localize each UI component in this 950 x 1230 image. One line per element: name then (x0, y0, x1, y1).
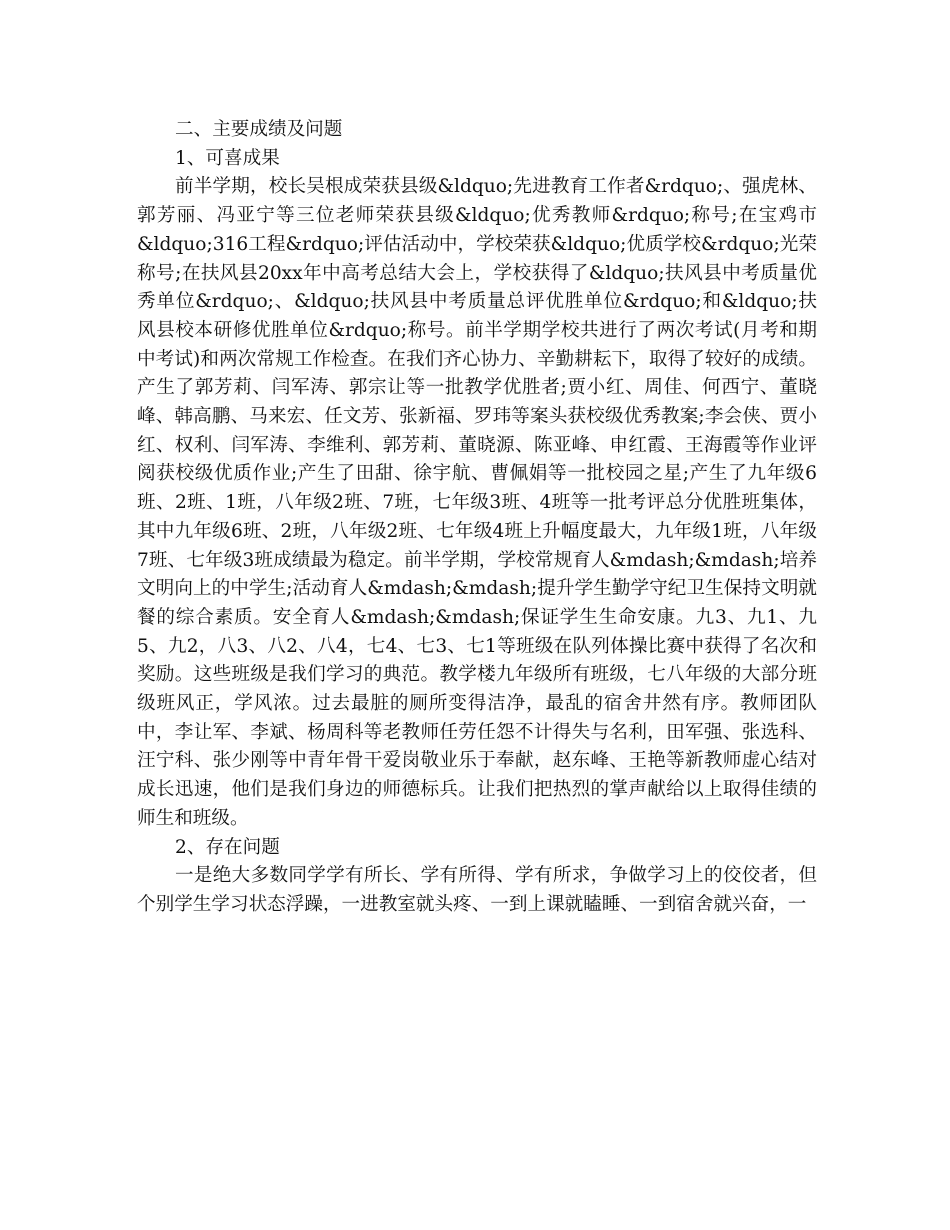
document-page (137, 116, 817, 920)
paragraph-problems: 一是绝大多数同学学有所长、学有所得、学有所求，争做学习上的佼佼者，但个别学生学习状态浮躁，一进教室就头疼、一到上课就瞌睡、一到宿舍就兴奋，一 (137, 865, 817, 915)
paragraph-achievements: 前半学期，校长吴根成荣获县级&ldquo;先进教育工作者&rdquo;、强虎林、郭芳丽、冯亚宁等三位老师荣获县级&ldquo;优秀教师&rdquo;称号;在宝鸡市&ldquo;316工程&rdquo;评估活动中，学校荣获&ldquo;优质学校&rdquo;光荣称号;在扶风县20xx年中高考总结大会上，学校获得了&ldquo;扶风县中考质量优秀单位&rdquo;、&ldquo;扶风县中考质量总评优胜单位&rdquo;和&ldquo;扶风县校本研修优胜单位&rdquo;称号。前半学期学校共进行了两次考试(月考和期中考试)和两次常规工作检查。在我们齐心协力、辛勤耕耘下，取得了较好的成绩。产生了郭芳莉、闫军涛、郭宗让等一批教学优胜者;贾小红、周佳、何西宁、董晓峰、韩高鹏、马来宏、任文芳、张新福、罗玮等案头获校级优秀教案;李会侠、贾小红、权利、闫军涛、李维利、郭芳莉、董晓源、陈亚峰、申红霞、王海霞等作业评阅获校级优质作业;产生了田甜、徐宇航、曹佩娟等一批校园之星;产生了九年级6班、2班、1班，八年级2班、7班，七年级3班、4班等一批考评总分优胜班集体，其中九年级6班、2班，八年级2班、七年级4班上升幅度最大，九年级1班，八年级7班、七年级3班成绩最为稳定。前半学期，学校常规育人&mdash;&mdash;培养文明向上的中学生;活动育人&mdash;&mdash;提升学生勤学守纪卫生保持文明就餐的综合素质。安全育人&mdash;&mdash;保证学生生命安康。九3、九1、九5、九2，八3、八2、八4，七4、七3、七1等班级在队列体操比赛中获得了名次和奖励。这些班级是我们学习的典范。教学楼九年级所有班级，七八年级的大部分班级班风正，学风浓。过去最脏的厕所变得洁净，最乱的宿舍井然有序。教师团队中，李让军、李斌、杨周科等老教师任劳任怨不计得失与名利，田军强、张选科、汪宁科、张少刚等中青年骨干爱岗敬业乐于奉献，赵东峰、王艳等新教师虚心结对成长迅速，他们是我们身边的师德标兵。让我们把热烈的掌声献给以上取得佳绩的师生和班级。 (137, 176, 817, 829)
section-heading: 二、主要成绩及问题 (175, 119, 343, 140)
sub-heading-achievements: 1、可喜成果 (175, 147, 280, 169)
sub-heading-problems: 2、存在问题 (175, 836, 280, 858)
